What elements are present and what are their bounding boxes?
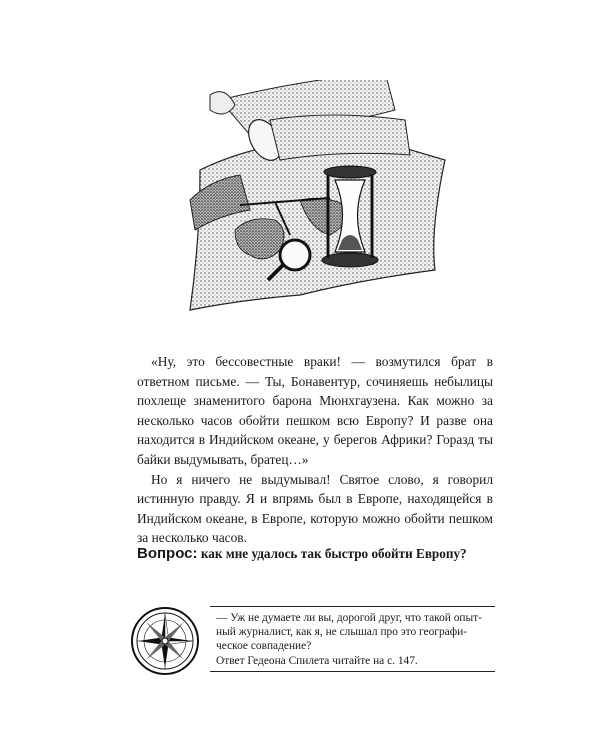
aside-line: — Уж не думаете ли вы, дорогой друг, что такой опыт- [216,612,482,624]
aside-bottom-rule [210,671,495,672]
aside-line: ный журналист, как я, не слышал про это географи- [216,626,467,639]
aside-top-rule [210,606,495,607]
compass-rose-icon [130,606,200,676]
body-paragraph: Но я ничего не выдумывал! Святое слово, я говорил истинную правду. Я и впрямь был в Европе, находящейся в Индийском океане, в Европе, которую можно обойти пешком за несколько часов. [137,471,493,546]
body-text [137,352,493,548]
map-hourglass-illustration [180,80,450,320]
aside-line: Ответ Гедеона Спилета читайте на с. 147. [216,654,418,667]
body-paragraph: «Ну, это бессовестные враки! — возмутился брат в ответном письме. — Ты, Бонавентур, сочиняешь небылицы похлеще знаменитого барона Мюнхгаузена. Как можно за несколько часов обойти пешком всю Европу? И разве она находится в Индийском океане, у берегов Африки? Горазд ты байки выдумывать, братец…» [137,354,493,467]
aside-line: ческое совпадение? [216,640,312,653]
question-text: как мне удалось так быстро обойти Европу? [200,546,467,561]
question-line [137,545,517,562]
question-label: Вопрос: [137,545,198,562]
aside-note [216,611,494,668]
